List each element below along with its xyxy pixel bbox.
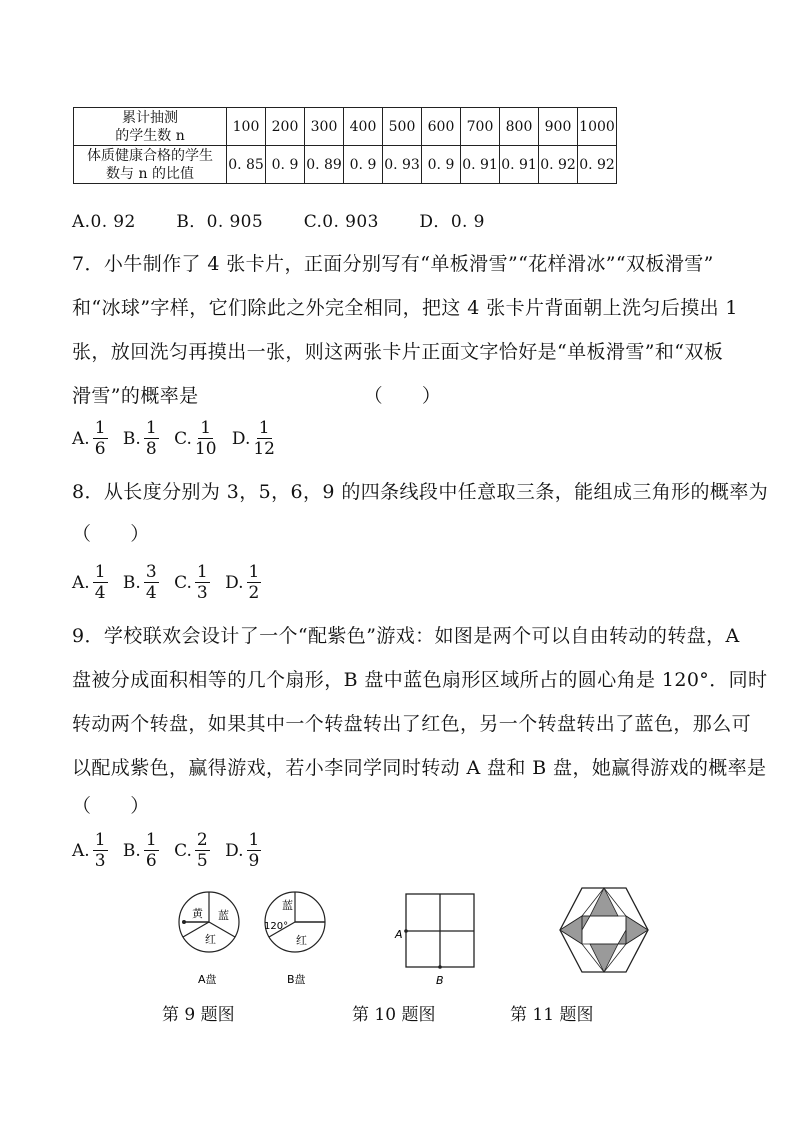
fraction — [144, 562, 159, 603]
numerator: 1 — [196, 562, 208, 582]
option-label: B. — [122, 840, 141, 861]
option-label: B. — [122, 428, 141, 449]
ratio-cell: 0. 89 — [305, 146, 344, 184]
denominator: 6 — [94, 439, 106, 459]
option-label: A. — [72, 840, 90, 861]
count-cell: 300 — [305, 108, 344, 146]
ratio-cell: 0. 93 — [383, 146, 422, 184]
disk-a-blue-label: 蓝 — [218, 909, 229, 922]
ratio-cell: 0. 9 — [344, 146, 383, 184]
denominator: 9 — [248, 851, 260, 871]
ratio-cell: 0. 91 — [500, 146, 539, 184]
grid-figure — [392, 892, 484, 990]
point-b-label: B — [436, 974, 444, 987]
denominator: 12 — [253, 439, 275, 459]
numerator: 1 — [94, 830, 106, 850]
option-b — [123, 830, 159, 871]
option-a — [72, 830, 108, 871]
row-header-line: 累计抽测 — [122, 109, 178, 126]
option-a — [72, 562, 108, 603]
disk-b-name: B盘 — [287, 973, 306, 986]
figure-10-caption: 第 10 题图 — [352, 1005, 436, 1025]
option-label: A. — [72, 428, 90, 449]
denominator: 8 — [145, 439, 157, 459]
option-b — [123, 418, 159, 459]
row-header-line: 体质健康合格的学生 — [87, 147, 213, 164]
option-label: C. — [174, 428, 192, 449]
option-label: D. — [231, 428, 251, 449]
count-cell: 600 — [422, 108, 461, 146]
disk-a-red-label: 红 — [205, 933, 216, 946]
denominator: 10 — [194, 439, 217, 459]
fraction — [247, 562, 262, 603]
count-cell: 800 — [500, 108, 539, 146]
numerator: 1 — [94, 418, 106, 438]
shaded-triangle — [560, 916, 582, 944]
shaded-triangle — [618, 930, 626, 944]
q8-line: （ ） — [72, 523, 150, 545]
option-d — [225, 562, 261, 603]
count-cell: 200 — [266, 108, 305, 146]
q7-line: 滑雪”的概率是 （ ） — [72, 385, 442, 407]
disk-a-pointer-tip — [182, 920, 186, 924]
option-label: D. — [225, 572, 244, 593]
fraction — [195, 418, 217, 459]
q7-line: 张，放回洗匀再摸出一张，则这两张卡片正面文字恰好是“单板滑雪”和“双板 — [72, 341, 724, 363]
q9-line: （ ） — [72, 795, 150, 817]
numerator: 1 — [200, 418, 212, 438]
ratio-cell: 0. 92 — [578, 146, 617, 184]
hexagon-figure — [556, 884, 652, 984]
table-row — [74, 108, 617, 146]
denominator: 4 — [145, 583, 157, 603]
option-label: B. — [122, 572, 141, 593]
count-cell: 500 — [383, 108, 422, 146]
row-header-count — [74, 108, 227, 146]
q9-options — [72, 830, 271, 871]
disk-b-angle-label: 120° — [264, 921, 289, 932]
numerator: 1 — [94, 562, 106, 582]
option-a — [72, 418, 108, 459]
ratio-cell: 0. 85 — [227, 146, 266, 184]
fraction — [144, 418, 159, 459]
disk-a-yellow-label: 黄 — [192, 907, 203, 920]
point-a-label: A — [395, 928, 403, 941]
shaded-triangle — [590, 944, 618, 972]
ratio-cell: 0. 9 — [266, 146, 305, 184]
denominator: 3 — [196, 583, 208, 603]
point-a — [404, 929, 408, 933]
q9-line: 转动两个转盘，如果其中一个转盘转出了红色，另一个转盘转出了蓝色，那么可 — [72, 713, 752, 735]
numerator: 1 — [248, 830, 260, 850]
numerator: 1 — [145, 418, 157, 438]
disk-b-figure — [258, 885, 358, 990]
q9-line: 9．学校联欢会设计了一个“配紫色”游戏：如图是两个可以自由转动的转盘，A — [72, 625, 740, 647]
fraction — [144, 830, 159, 871]
q9-line: 盘被分成面积相等的几个扇形，B 盘中蓝色扇形区域所占的圆心角是 120°．同时 — [72, 669, 768, 691]
shaded-triangle — [626, 916, 648, 944]
fraction — [93, 418, 108, 459]
q6-options: A.0. 92 B．0. 905 C.0. 903 D．0. 9 — [72, 212, 485, 232]
q8-line: 8．从长度分别为 3，5，6，9 的四条线段中任意取三条，能组成三角形的概率为 — [72, 481, 769, 503]
q7-line: 7．小牛制作了 4 张卡片，正面分别写有“单板滑雪”“花样滑冰”“双板滑雪” — [72, 253, 714, 275]
numerator: 1 — [145, 830, 157, 850]
numerator: 3 — [145, 562, 157, 582]
denominator: 6 — [145, 851, 157, 871]
shaded-triangle — [582, 916, 590, 930]
numerator: 1 — [258, 418, 270, 438]
fraction — [93, 830, 108, 871]
option-c — [174, 418, 216, 459]
fraction — [253, 418, 275, 459]
count-cell: 900 — [539, 108, 578, 146]
option-label: C. — [174, 572, 192, 593]
q8-options — [72, 562, 271, 603]
denominator: 4 — [94, 583, 106, 603]
q9-line: 以配成紫色，赢得游戏，若小李同学同时转动 A 盘和 B 盘，她赢得游戏的概率是 — [72, 757, 767, 779]
disk-b-red-label: 红 — [296, 934, 307, 947]
disk-b-blue-label: 蓝 — [282, 899, 293, 912]
option-d — [225, 830, 261, 871]
table-row — [74, 146, 617, 184]
numerator: 1 — [248, 562, 260, 582]
count-cell: 1000 — [578, 108, 617, 146]
count-cell: 400 — [344, 108, 383, 146]
count-cell: 700 — [461, 108, 500, 146]
option-c — [174, 562, 210, 603]
ratio-cell: 0. 92 — [539, 146, 578, 184]
q7-line: 和“冰球”字样，它们除此之外完全相同，把这 4 张卡片背面朝上洗匀后摸出 1 — [72, 297, 738, 319]
ratio-cell: 0. 91 — [461, 146, 500, 184]
disk-a-figure — [172, 885, 272, 990]
figure-9-caption: 第 9 题图 — [162, 1005, 235, 1025]
point-b — [438, 965, 442, 969]
denominator: 5 — [196, 851, 208, 871]
option-label: A. — [72, 572, 90, 593]
denominator: 2 — [248, 583, 260, 603]
row-header-line: 的学生数 n — [115, 127, 185, 144]
row-header-ratio — [74, 146, 227, 184]
option-label: D. — [225, 840, 244, 861]
count-cell: 100 — [227, 108, 266, 146]
q7-options — [72, 418, 285, 459]
denominator: 3 — [94, 851, 106, 871]
row-header-line: 数与 n 的比值 — [106, 165, 194, 182]
data-table — [73, 107, 617, 184]
shaded-triangle — [590, 888, 618, 916]
figure-11-caption: 第 11 题图 — [510, 1005, 594, 1025]
fraction — [247, 830, 262, 871]
numerator: 2 — [196, 830, 208, 850]
ratio-cell: 0. 9 — [422, 146, 461, 184]
option-b — [123, 562, 159, 603]
fraction — [93, 562, 108, 603]
option-c — [174, 830, 210, 871]
disk-a-name: A盘 — [198, 973, 217, 986]
fraction — [195, 830, 210, 871]
fraction — [195, 562, 210, 603]
option-d — [232, 418, 275, 459]
option-label: C. — [174, 840, 192, 861]
